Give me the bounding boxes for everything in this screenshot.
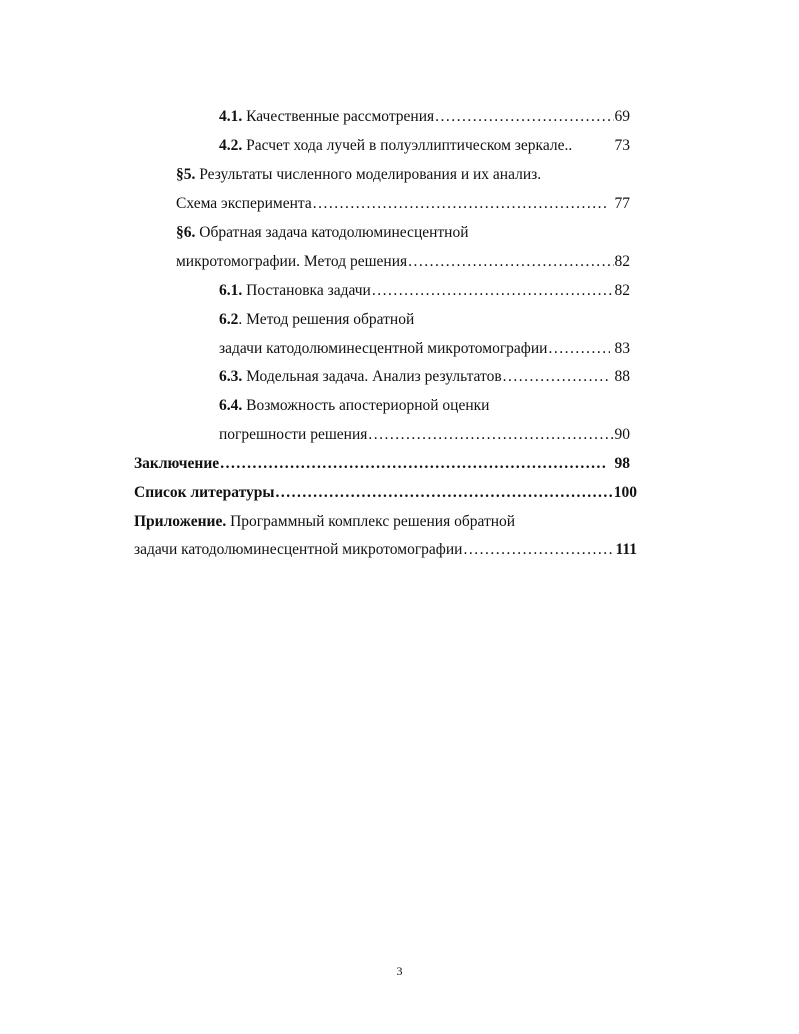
toc-entry-title: Обратная задача катодолюминесцентной [195,224,469,241]
toc-entry-number: 6.3. [219,368,243,385]
toc-entry-6-2-cont [219,339,630,359]
toc-leader-dots [372,281,614,301]
toc-entry-page: 69 [614,108,630,125]
toc-entry-page: 77 [614,195,630,212]
toc-entry-number: 4.2. [219,137,243,154]
toc-entry-number: §6. [176,224,196,241]
toc-entry-page: 82 [614,253,630,270]
toc-entry-title-cont: микротомографии. Метод решения [176,253,408,270]
toc-entry-6-2 [219,310,630,330]
toc-entry-number: 6.2 [219,311,239,328]
toc-entry-title: Возможность апостериорной оценки [242,397,490,414]
toc-entry-title: Заключение [134,455,220,472]
page-number: 3 [396,964,403,978]
toc-entry-title-cont: задачи катодолюминесцентной микротомографии [134,541,463,558]
toc-entry-page: 88 [614,368,630,385]
toc-entry-6-4-cont [219,425,630,445]
toc-entry-5 [176,165,630,185]
toc-entry-appendix-cont [134,540,637,560]
toc-entry-page: 98 [614,455,630,472]
toc-entry-page: 83 [614,340,630,357]
toc-entry-title: Модельная задача. Анализ результатов [242,368,502,385]
toc-entry-title: Программный комплекс решения обратной [226,513,516,530]
toc-entry-title: . Метод решения обратной [238,311,415,328]
toc-leader-dots [408,252,613,272]
toc-entry-number: 6.1. [219,282,243,299]
toc-entry-4-2 [219,136,630,156]
toc-entry-4-1 [219,107,630,127]
toc-entry-title: Постановка задачи [242,282,371,299]
toc-leader-dots [435,107,613,127]
toc-entry-title: Список литературы [134,484,275,501]
toc-leader-dots [503,367,611,387]
toc-entry-number: §5. [176,166,196,183]
toc-entry-6-3 [219,367,630,387]
toc-entry-number: 6.4. [219,397,243,414]
toc-entry-page: 111 [615,541,637,558]
toc-entry-references [134,483,637,503]
toc-leader-dots [313,194,606,214]
toc-entry-6-cont [176,252,630,272]
toc-entry-appendix [134,512,637,532]
toc-leader-dots [548,339,609,359]
toc-entry-6-4 [219,396,630,416]
toc-entry-5-cont [176,194,630,214]
toc-leader-dots [463,540,614,560]
toc-entry-title: Расчет хода лучей в полуэллиптическом зеркале.. [242,137,573,154]
toc-entry-title: Результаты численного моделирования и их анализ. [195,166,542,183]
toc-entry-page: 100 [613,484,637,501]
toc-entry-title: Качественные рассмотрения [242,108,435,125]
toc-entry-6-1 [219,281,630,301]
toc-entry-number: 4.1. [219,108,243,125]
toc-entry-page: 73 [614,137,630,154]
toc-entry-title-cont: Схема эксперимента [176,195,312,212]
toc-entry-page: 90 [614,426,630,443]
toc-entry-number: Приложение. [134,513,227,530]
toc-entry-page: 82 [614,282,630,299]
toc-entry-conclusion [134,454,630,474]
toc-entry-6 [176,223,630,243]
toc-leader-dots [275,483,612,503]
toc-entry-title-cont: погрешности решения [219,426,368,443]
toc-leader-dots [220,454,607,474]
toc-leader-dots [368,425,613,445]
toc-entry-title-cont: задачи катодолюминесцентной микротомографии [219,340,548,357]
